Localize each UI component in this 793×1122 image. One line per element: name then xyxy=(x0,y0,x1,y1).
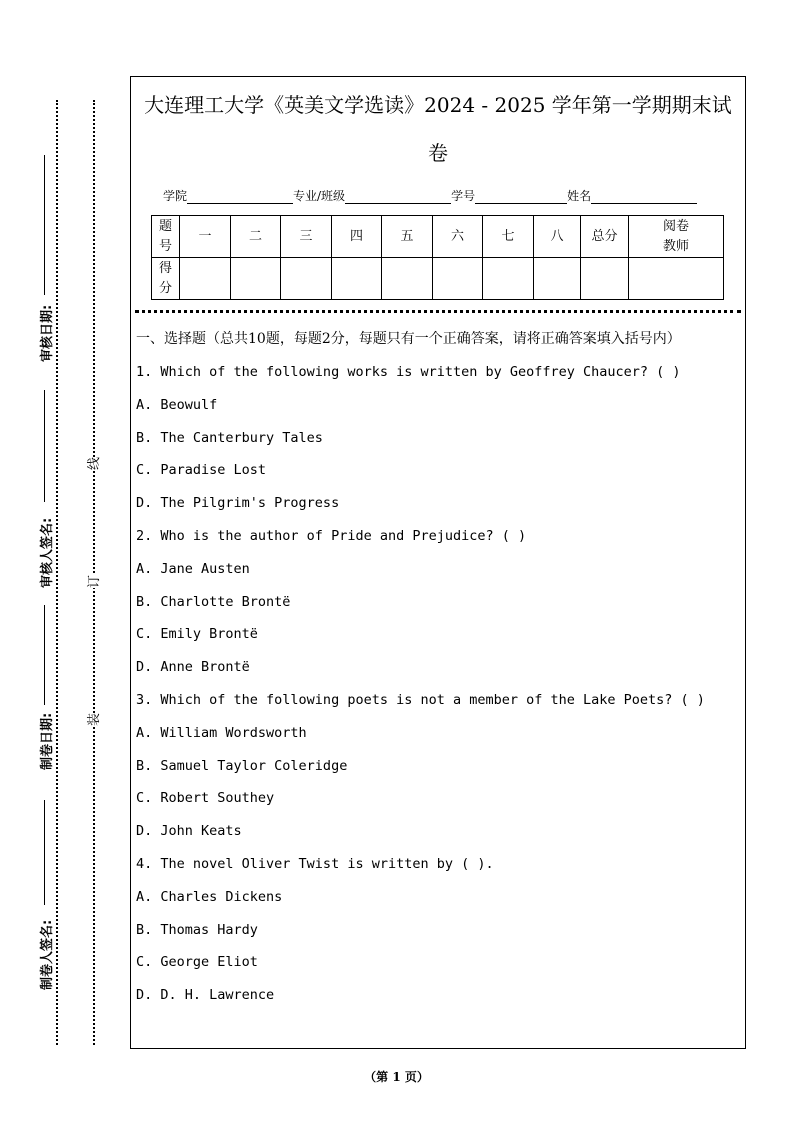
score-col-head: 三 xyxy=(281,216,332,258)
reviewer-signature-line xyxy=(44,390,45,502)
question-option: B. Thomas Hardy xyxy=(136,921,258,938)
question-option: C. Robert Southey xyxy=(136,790,275,807)
score-col-head: 四 xyxy=(332,216,382,258)
student-id-field[interactable] xyxy=(475,190,567,204)
title-line-2: 卷 xyxy=(428,141,448,165)
score-cell[interactable] xyxy=(180,258,231,300)
name-field[interactable] xyxy=(591,190,697,204)
score-cell[interactable] xyxy=(534,258,581,300)
score-col-head: 阅卷教师 xyxy=(629,216,724,258)
question-option: D. The Pilgrim's Progress xyxy=(136,495,340,512)
question-option: C. Paradise Lost xyxy=(136,462,267,479)
score-cell[interactable] xyxy=(483,258,534,300)
question-option: A. Jane Austen xyxy=(136,560,250,577)
binding-dotted-line xyxy=(93,100,95,1045)
score-table xyxy=(151,215,724,300)
score-table-score-row xyxy=(152,258,724,300)
question-stem: 1. Which of the following works is written by Geoffrey Chaucer? ( ) xyxy=(136,364,681,380)
question-option: C. Emily Brontë xyxy=(136,626,258,643)
score-col-head: 八 xyxy=(534,216,581,258)
row-head-score: 得分 xyxy=(152,258,180,300)
score-col-head: 六 xyxy=(433,216,483,258)
major-label: 专业/班级 xyxy=(293,189,346,203)
score-col-head: 一 xyxy=(180,216,231,258)
exam-title xyxy=(131,77,745,177)
question-option: D. John Keats xyxy=(136,823,242,840)
question-stem: 3. Which of the following poets is not a member of the Lake Poets? ( ) xyxy=(136,691,705,708)
reviewer-date-label: 审核日期: xyxy=(40,304,55,362)
score-col-head: 二 xyxy=(231,216,281,258)
question-option: B. Samuel Taylor Coleridge xyxy=(136,757,348,774)
college-field[interactable] xyxy=(187,190,293,204)
name-label: 姓名 xyxy=(567,189,592,203)
page-number: （第 1 页） xyxy=(364,1070,429,1084)
row-head-question-no: 题号 xyxy=(152,216,180,258)
score-col-head: 总分 xyxy=(581,216,629,258)
exam-frame xyxy=(130,76,746,1049)
question-option: A. Beowulf xyxy=(136,396,218,413)
binding-char-line: 线 xyxy=(81,457,104,470)
maker-signature-line xyxy=(44,800,45,905)
score-col-head: 七 xyxy=(483,216,534,258)
question-stem: 4. The novel Oliver Twist is written by ( ). xyxy=(136,855,494,872)
question-stem: 2. Who is the author of Pride and Prejudice? ( ) xyxy=(136,527,527,544)
maker-date-label: 制卷日期: xyxy=(40,712,55,770)
binding-char-staple: 订 xyxy=(81,575,104,588)
maker-date-line xyxy=(44,605,45,705)
question-option: D. D. H. Lawrence xyxy=(136,987,275,1004)
binding-char-bind: 装 xyxy=(81,713,104,726)
header-separator xyxy=(135,310,741,313)
college-label: 学院 xyxy=(163,189,188,203)
score-cell[interactable] xyxy=(433,258,483,300)
question-option: C. George Eliot xyxy=(136,954,258,971)
question-option: B. The Canterbury Tales xyxy=(136,429,323,446)
score-cell[interactable] xyxy=(382,258,433,300)
score-table-header-row xyxy=(152,216,724,258)
reviewer-signature-label: 审核人签名: xyxy=(40,517,55,588)
question-option: A. William Wordsworth xyxy=(136,724,307,741)
major-field[interactable] xyxy=(345,190,451,204)
reviewer-date-line xyxy=(44,155,45,295)
score-cell[interactable] xyxy=(629,258,724,300)
question-content xyxy=(136,329,739,1018)
question-option: A. Charles Dickens xyxy=(136,888,283,905)
maker-signature-label: 制卷人签名: xyxy=(40,919,55,990)
title-line-1: 大连理工大学《英美文学选读》2024 - 2025 学年第一学期期末试 xyxy=(144,93,732,117)
score-col-head: 五 xyxy=(382,216,433,258)
student-id-label: 学号 xyxy=(451,189,476,203)
margin-dotted-line xyxy=(56,100,58,1045)
question-option: B. Charlotte Brontë xyxy=(136,593,291,610)
question-option: D. Anne Brontë xyxy=(136,659,250,676)
score-cell[interactable] xyxy=(231,258,281,300)
score-cell[interactable] xyxy=(581,258,629,300)
section-title: 一、选择题（总共10题，每题2分，每题只有一个正确答案，请将正确答案填入括号内） xyxy=(136,331,681,347)
score-cell[interactable] xyxy=(281,258,332,300)
score-cell[interactable] xyxy=(332,258,382,300)
student-info-row xyxy=(131,187,745,204)
